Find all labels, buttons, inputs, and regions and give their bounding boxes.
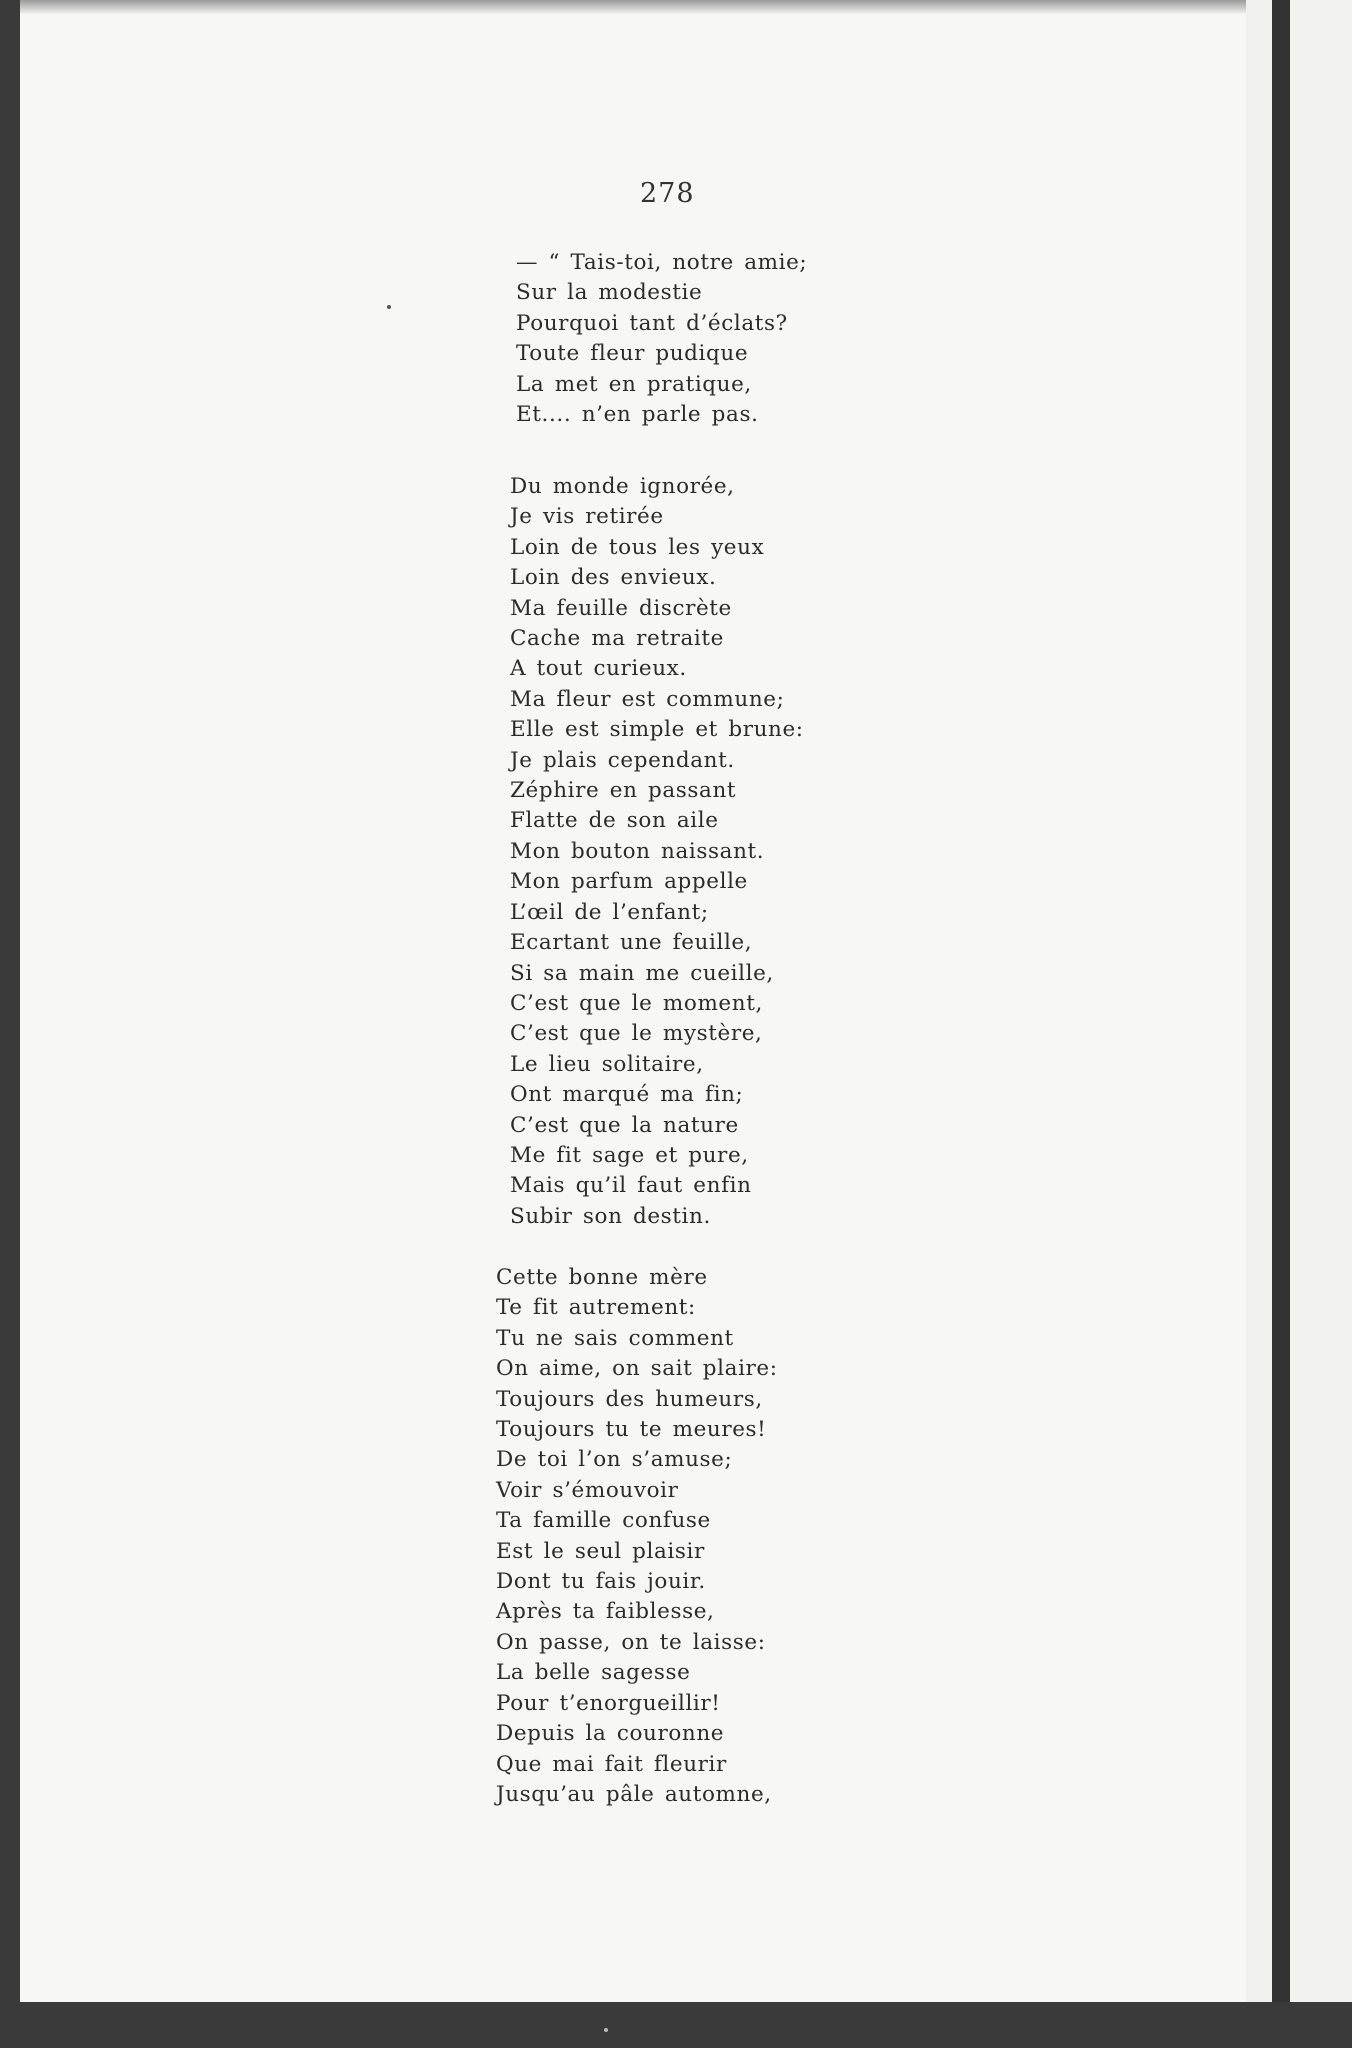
- verse-line: Zéphire en passant: [510, 778, 737, 804]
- verse-line: La belle sagesse: [496, 1660, 691, 1686]
- verse-line: Ma fleur est commune;: [510, 686, 785, 712]
- verse-line: Sur la modestie: [516, 280, 703, 306]
- verse-line: A tout curieux.: [510, 656, 687, 682]
- verse-line: Loin des envieux.: [510, 565, 717, 591]
- verse-line: Te fit autrement:: [496, 1295, 696, 1321]
- verse-line: — “ Tais-toi, notre amie;: [516, 250, 808, 275]
- scan-top-edge: [0, 0, 1352, 14]
- stanza-3: [496, 1263, 778, 1810]
- verse-line: C’est que le moment,: [510, 990, 763, 1016]
- verse-line: Voir s’émouvoir: [496, 1477, 679, 1503]
- verse-line: Depuis la couronne: [496, 1721, 725, 1747]
- verse-line: Est le seul plaisir: [496, 1538, 705, 1564]
- verse-line: C’est que le mystère,: [510, 1021, 763, 1047]
- paper-speck: [387, 305, 391, 309]
- verse-line: Du monde ignorée,: [510, 474, 735, 499]
- verse-line: Cache ma retraite: [510, 626, 724, 652]
- verse-line: Pour t’enorgueillir!: [496, 1690, 721, 1716]
- verse-line: Après ta faiblesse,: [496, 1599, 715, 1625]
- verse-line: C’est que la nature: [510, 1112, 739, 1138]
- verse-line: Ont marqué ma fin;: [510, 1082, 744, 1108]
- verse-line: Cette bonne mère: [496, 1265, 708, 1290]
- verse-line: L’œil de l’enfant;: [510, 899, 709, 925]
- verse-line: Le lieu solitaire,: [510, 1051, 704, 1077]
- verse-line: Mon parfum appelle: [510, 869, 748, 895]
- verse-line: On aime, on sait plaire:: [496, 1356, 778, 1382]
- verse-line: Ecartant une feuille,: [510, 930, 753, 956]
- verse-line: Tu ne sais comment: [496, 1325, 734, 1351]
- verse-line: Mon bouton naissant.: [510, 838, 765, 864]
- verse-line: Je vis retirée: [510, 504, 664, 530]
- verse-line: Ma feuille discrète: [510, 595, 732, 621]
- stanza-1: [516, 248, 807, 430]
- verse-line: La met en pratique,: [516, 371, 752, 397]
- stanza-2: [510, 472, 804, 1232]
- verse-line: Si sa main me cueille,: [510, 960, 774, 986]
- verse-line: Que mai fait fleurir: [496, 1751, 727, 1777]
- verse-line: Subir son destin.: [510, 1203, 711, 1229]
- verse-line: Dont tu fais jouir.: [496, 1569, 706, 1595]
- verse-line: Toujours tu te meures!: [496, 1417, 767, 1443]
- scan-left-edge: [0, 0, 20, 2048]
- verse-line: Flatte de son aile: [510, 808, 719, 834]
- paper-speck: [604, 2028, 608, 2032]
- scan-bottom-edge: [0, 2002, 1352, 2048]
- verse-line: Me fit sage et pure,: [510, 1142, 749, 1168]
- verse-line: Loin de tous les yeux: [510, 534, 765, 560]
- verse-line: Je plais cependant.: [510, 747, 735, 773]
- verse-line: Toujours des humeurs,: [496, 1386, 763, 1412]
- facing-page-strip: [1290, 0, 1352, 2048]
- verse-line: Mais qu’il faut enfin: [510, 1173, 752, 1199]
- verse-line: Jusqu’au pâle automne,: [496, 1781, 772, 1807]
- verse-line: De toi l’on s’amuse;: [496, 1447, 733, 1473]
- verse-line: Elle est simple et brune:: [510, 717, 804, 743]
- verse-line: Pourquoi tant d’éclats?: [516, 310, 788, 336]
- page-number: 278: [640, 178, 695, 209]
- verse-line: Toute fleur pudique: [516, 341, 749, 367]
- page-gutter: [1272, 0, 1290, 2048]
- verse-line: Ta famille confuse: [496, 1508, 711, 1534]
- verse-line: Et.... n’en parle pas.: [516, 402, 759, 428]
- verse-line: On passe, on te laisse:: [496, 1629, 766, 1655]
